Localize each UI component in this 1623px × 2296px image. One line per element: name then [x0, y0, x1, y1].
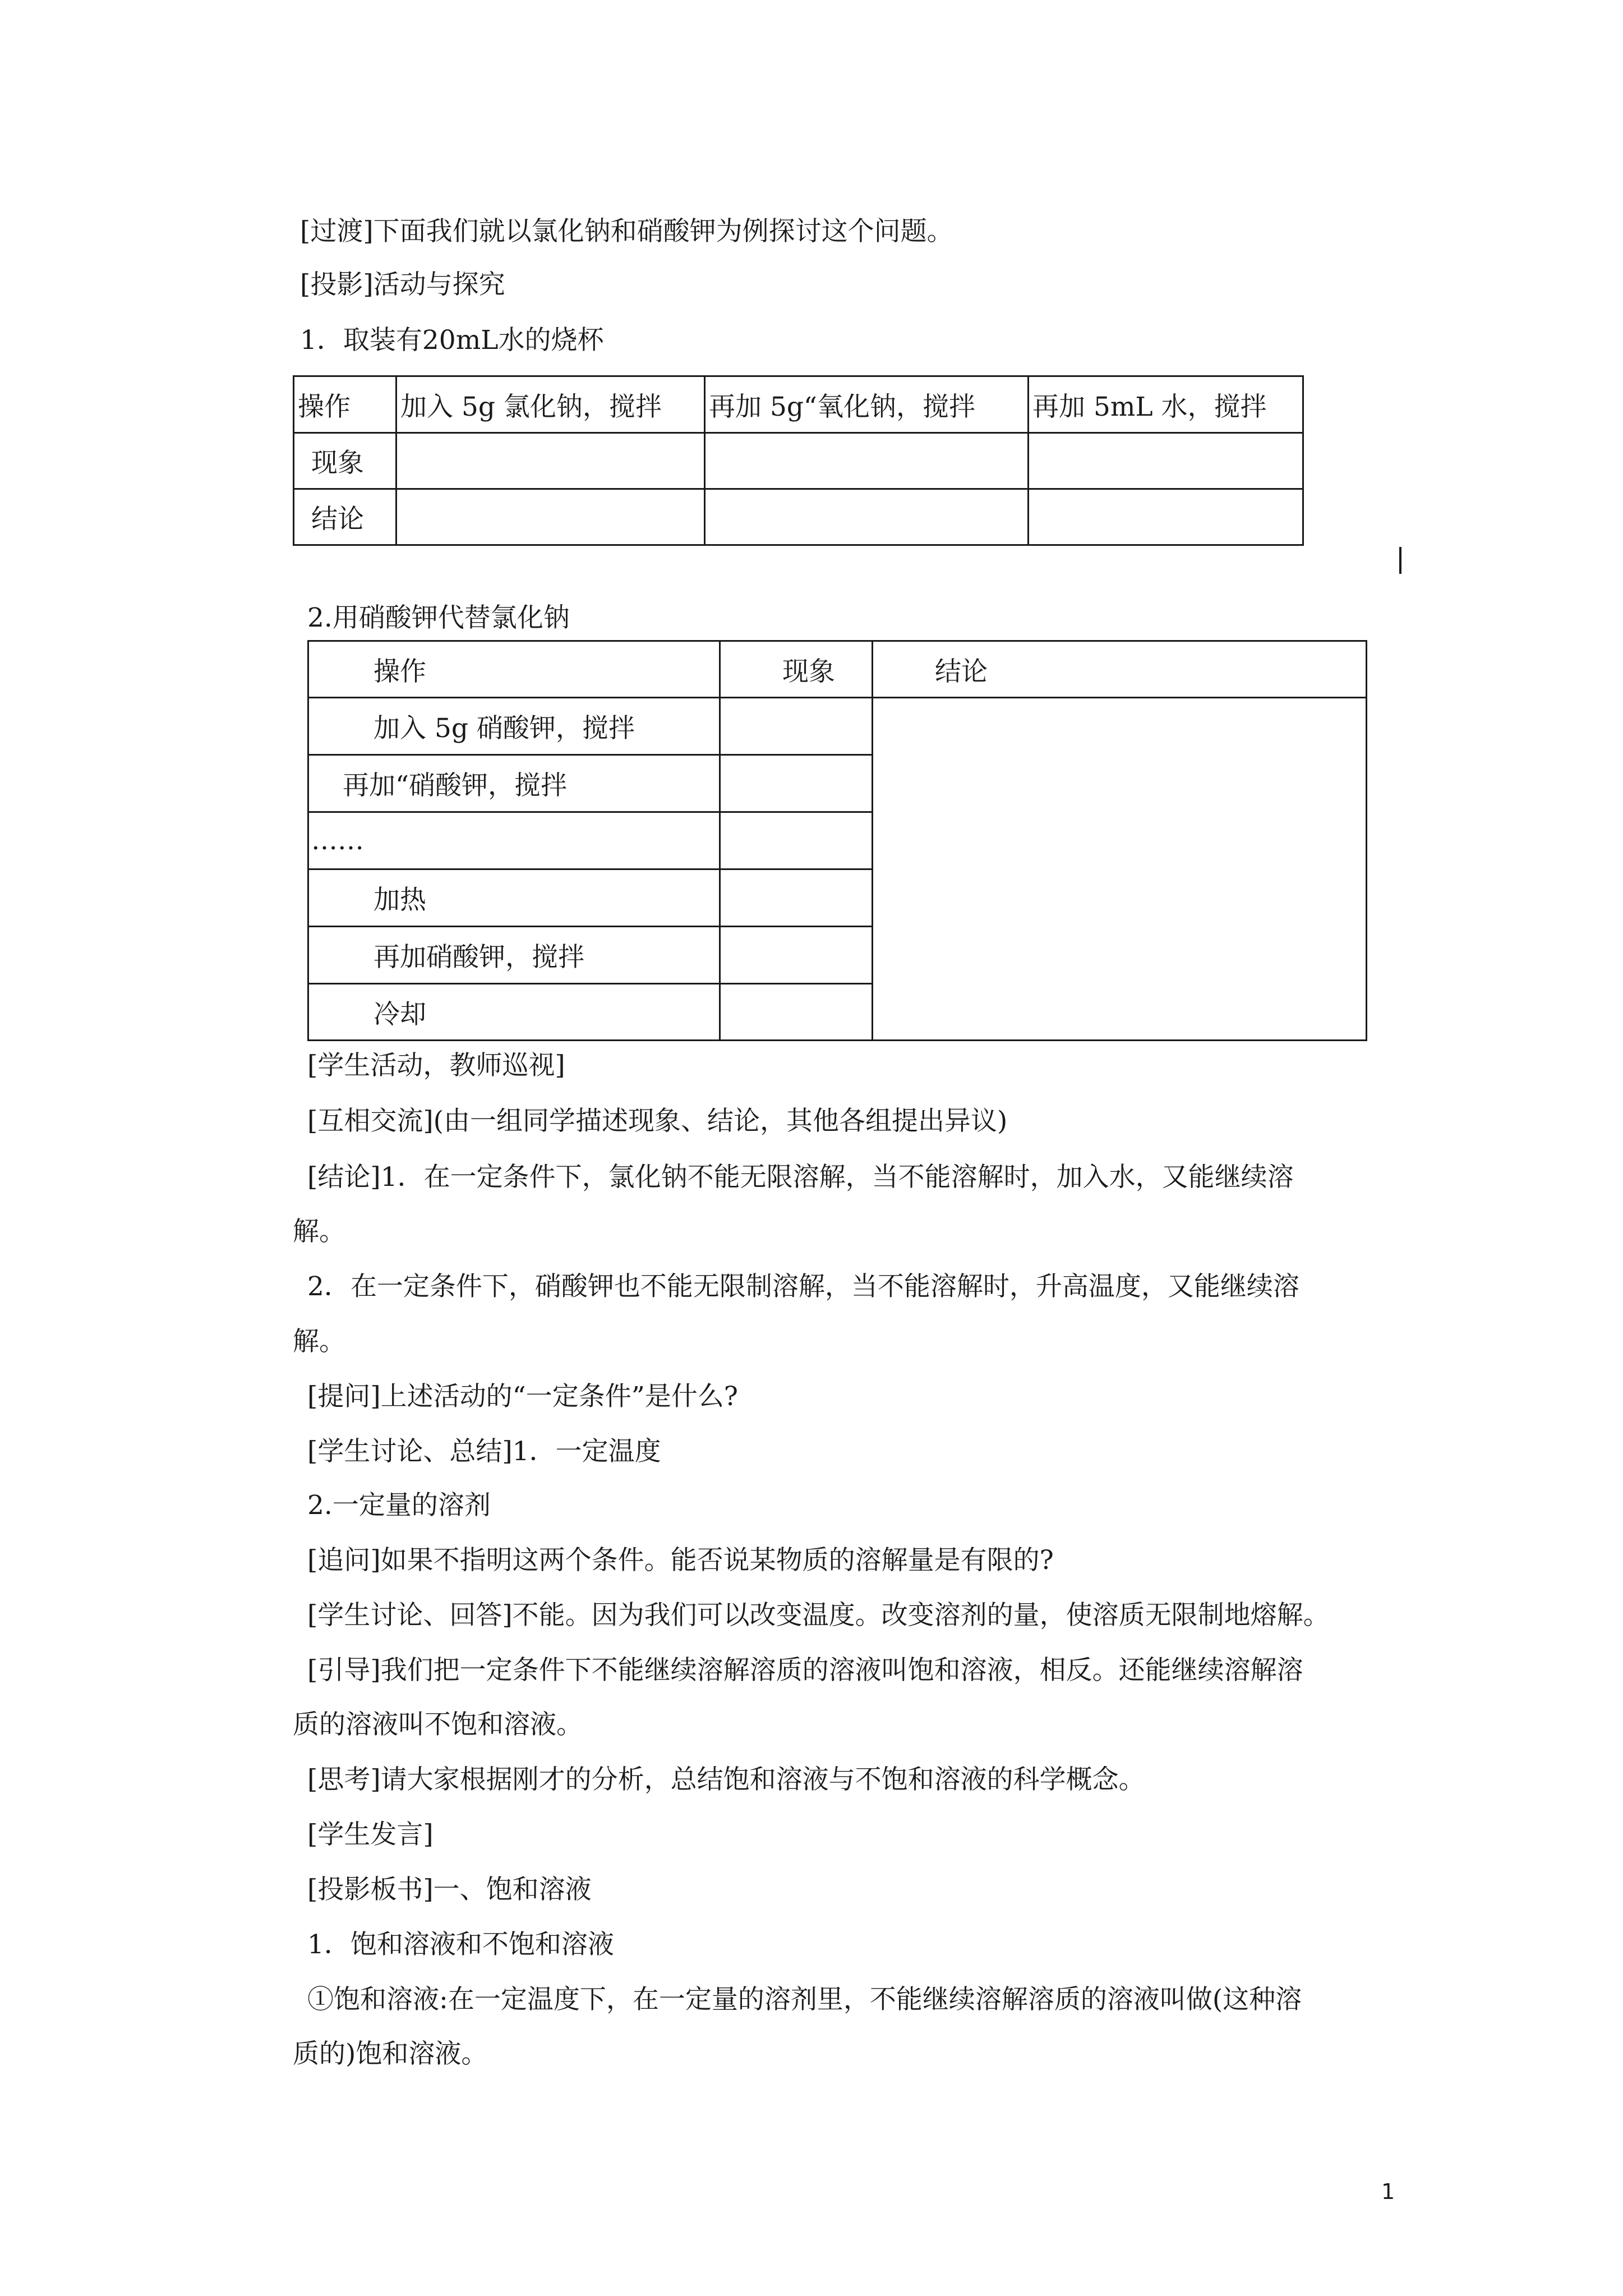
observation-cell — [720, 755, 873, 812]
table-row — [294, 433, 1303, 489]
header-cell: 再加 5g“氧化钠，搅拌 — [705, 376, 1029, 433]
paragraph-follow-up-question: [追问]如果不指明这两个条件。能否说某物质的溶解量是有限的? — [307, 1545, 1054, 1576]
paragraph-step-2: 2.用硝酸钾代替氯化钠 — [307, 602, 570, 633]
operation-cell: 冷却 — [308, 984, 720, 1041]
table-cell — [396, 433, 705, 489]
table-header-row — [294, 376, 1303, 433]
table-cell — [1029, 489, 1303, 545]
header-cell: 结论 — [873, 641, 1367, 698]
paragraph-question: [提问]上述活动的“一定条件”是什么? — [307, 1381, 738, 1412]
operation-cell: 再加“硝酸钾，搅拌 — [308, 755, 720, 812]
table-cell — [1029, 433, 1303, 489]
operation-cell: 再加硝酸钾，搅拌 — [308, 927, 720, 984]
table-cell — [705, 489, 1029, 545]
operation-cell: …… — [308, 812, 720, 869]
header-cell: 再加 5mL 水，搅拌 — [1029, 376, 1303, 433]
paragraph-discussion-answer: [学生讨论、回答]不能。因为我们可以改变温度。改变溶剂的量，使溶质无限制地熔解。 — [307, 1600, 1330, 1631]
paragraph-conclusion-1-cont: 解。 — [293, 1216, 345, 1247]
paragraph-conclusion-2-cont: 解。 — [293, 1326, 345, 1357]
paragraph-student-speech: [学生发言] — [307, 1819, 434, 1850]
text-cursor — [1399, 547, 1401, 574]
observation-cell — [720, 984, 873, 1041]
paragraph-transition: [过渡]下面我们就以氯化钠和硝酸钾为例探讨这个问题。 — [300, 216, 953, 247]
table-potassium-nitrate — [307, 640, 1367, 1041]
observation-cell — [720, 869, 873, 927]
paragraph-board-heading: [投影板书]一、饱和溶液 — [307, 1874, 592, 1905]
observation-cell — [720, 698, 873, 755]
paragraph-discussion-summary: [学生讨论、总结]1．一定温度 — [307, 1436, 661, 1467]
paragraph-section-1: 1．饱和溶液和不饱和溶液 — [307, 1929, 614, 1960]
paragraph-think: [思考]请大家根据刚才的分析，总结饱和溶液与不饱和溶液的科学概念。 — [307, 1764, 1145, 1795]
paragraph-conclusion-2: 2．在一定条件下，硝酸钾也不能无限制溶解，当不能溶解时，升高温度，又能继续溶 — [307, 1271, 1299, 1302]
paragraph-guidance-cont: 质的溶液叫不饱和溶液。 — [293, 1709, 583, 1740]
header-cell: 现象 — [720, 641, 873, 698]
row-label: 结论 — [294, 489, 396, 545]
table-cell — [705, 433, 1029, 489]
paragraph-student-activity: [学生活动，教师巡视] — [307, 1050, 565, 1081]
observation-cell — [720, 812, 873, 869]
table-header-row — [308, 641, 1367, 698]
header-cell: 操作 — [294, 376, 396, 433]
paragraph-definition-cont: 质的)饱和溶液。 — [293, 2039, 488, 2069]
header-cell: 加入 5g 氯化钠，搅拌 — [396, 376, 705, 433]
observation-cell — [720, 927, 873, 984]
paragraph-solvent-amount: 2.一定量的溶剂 — [307, 1490, 491, 1521]
paragraph-conclusion-1: [结论]1．在一定条件下，氯化钠不能无限溶解，当不能溶解时，加入水，又能继续溶 — [307, 1162, 1294, 1193]
paragraph-step-1: 1．取装有20mL水的烧杯 — [300, 325, 604, 356]
row-label: 现象 — [294, 433, 396, 489]
operation-cell: 加热 — [308, 869, 720, 927]
paragraph-exchange: [互相交流](由一组同学描述现象、结论，其他各组提出异议) — [307, 1106, 1008, 1137]
table-sodium-chloride — [293, 375, 1304, 546]
paragraph-guidance: [引导]我们把一定条件下不能继续溶解溶质的溶液叫饱和溶液，相反。还能继续溶解溶 — [307, 1655, 1303, 1686]
page-number: 1 — [1381, 2179, 1395, 2204]
paragraph-definition: ①饱和溶液:在一定温度下，在一定量的溶剂里，不能继续溶解溶质的溶液叫做(这种溶 — [307, 1984, 1302, 2015]
table-row — [294, 489, 1303, 545]
conclusion-cell — [873, 698, 1367, 1041]
paragraph-projection-activity: [投影]活动与探究 — [300, 269, 505, 300]
table-cell — [396, 489, 705, 545]
table-row — [308, 698, 1367, 755]
header-cell: 操作 — [308, 641, 720, 698]
operation-cell: 加入 5g 硝酸钾，搅拌 — [308, 698, 720, 755]
